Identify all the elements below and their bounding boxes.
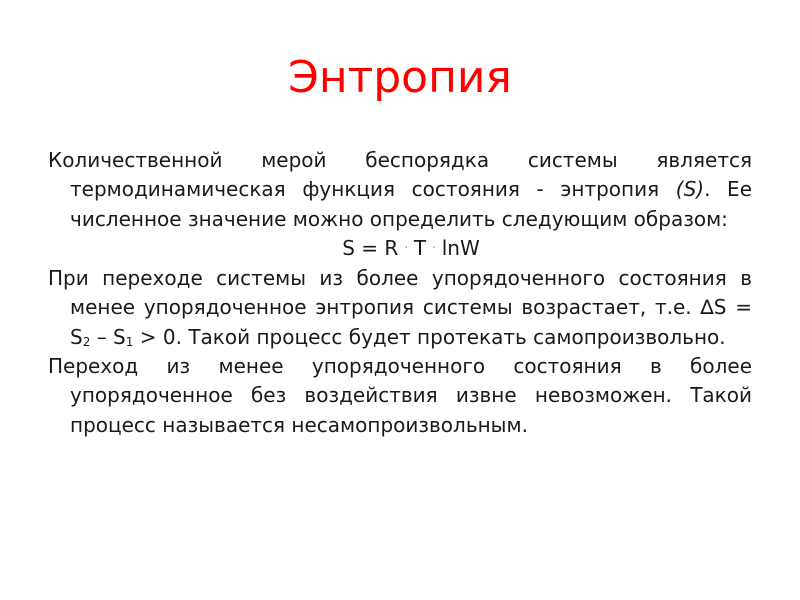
formula-left: S = R [342, 235, 399, 260]
entropy-symbol: (S) [675, 177, 705, 202]
paragraph-2-text: При переходе системы из более упорядоченного состояния в менее упорядоченное энтропия системы возрастает, т.е. [48, 266, 752, 320]
formula-middle: T [413, 235, 427, 260]
slide-body [48, 146, 752, 440]
paragraph-1-text: Количественной мерой беспорядка системы является термодинамическая функция состояния - энтропия [48, 148, 752, 202]
subscript-1: 1 [125, 334, 134, 349]
paragraph-entropy-definition [48, 146, 752, 234]
entropy-formula [48, 234, 752, 264]
formula-dot-2: · [432, 242, 436, 253]
formula-dot-1: · [404, 242, 408, 253]
paragraph-non-spontaneous: Переход из менее упорядоченного состояния в более упорядоченное без воздействия извне невозможен. Такой процесс называется несамопроизвольным. [48, 353, 752, 437]
subscript-2: 2 [82, 334, 91, 349]
paragraph-2-text-end: > 0. Такой процесс будет протекать самопроизвольно. [133, 324, 726, 349]
formula-right: lnW [441, 235, 480, 260]
delta-s: ∆S = S [70, 295, 752, 349]
slide-title: Энтропия [288, 52, 512, 103]
paragraph-entropy-increase [48, 264, 752, 352]
minus-s: – S [90, 324, 126, 349]
paragraph-1-text-end: . Ее численное значение можно определить следующим образом: [70, 177, 752, 231]
